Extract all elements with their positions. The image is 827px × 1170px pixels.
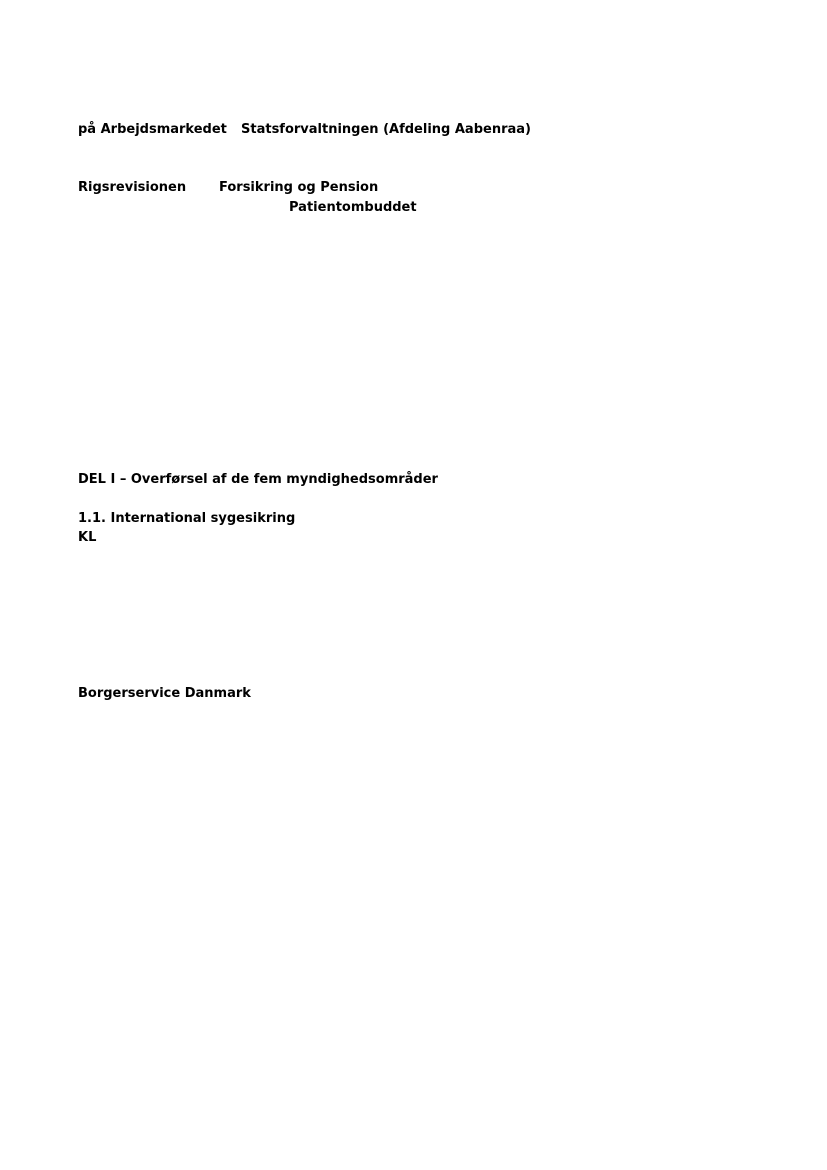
section-heading-1-1: 1.1. International sygesikring	[78, 511, 296, 526]
text-patientombuddet: Patientombuddet	[289, 200, 417, 215]
text-statsforvaltningen: Statsforvaltningen (Afdeling Aabenraa)	[241, 122, 531, 137]
text-kl: KL	[78, 530, 97, 545]
text-paa-arbejdsmarkedet: på Arbejdsmarkedet	[78, 122, 227, 137]
text-borgerservice-danmark: Borgerservice Danmark	[78, 686, 251, 701]
heading-del-1: DEL I – Overførsel af de fem myndighedsområder	[78, 472, 438, 487]
text-forsikring-og-pension: Forsikring og Pension	[219, 180, 379, 195]
text-rigsrevisionen: Rigsrevisionen	[78, 180, 187, 195]
